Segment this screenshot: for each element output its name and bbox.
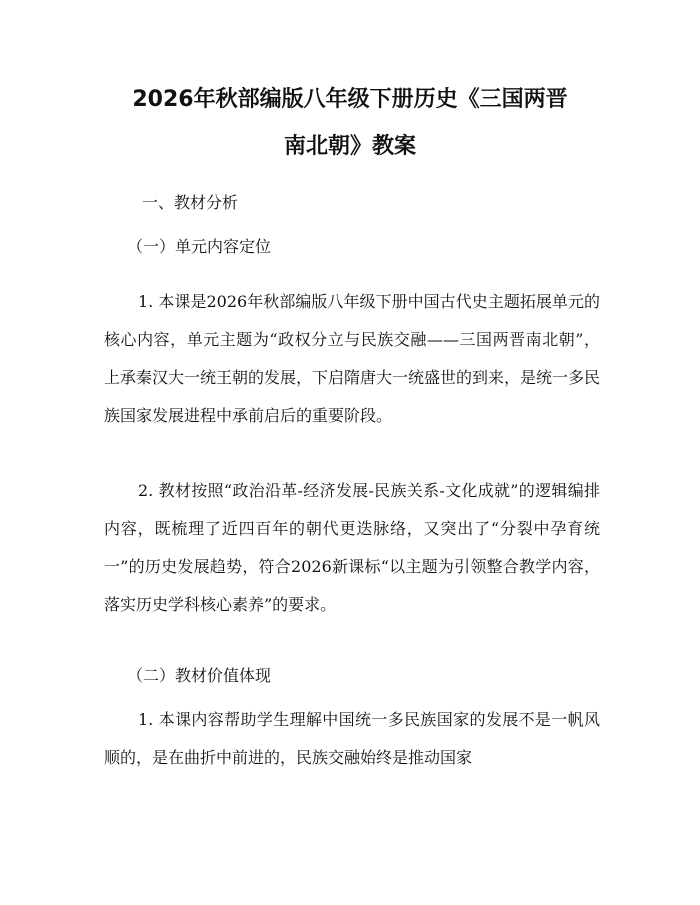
document-title-line-1: 2026年秋部编版八年级下册历史《三国两晋 bbox=[132, 87, 568, 112]
document-title-line-2: 南北朝》教案 bbox=[283, 134, 416, 159]
subsection-heading-textbook-value: （二）教材价值体现 bbox=[127, 666, 272, 685]
paragraph-1: 1. 本课是2026年秋部编版八年级下册中国古代史主题拓展单元的核心内容，单元主题为“政权分立与民族交融——三国两晋南北朝”，上承秦汉大一统王朝的发展，下启隋唐大一统盛世的到来，是统一多民族国家发展进程中承前启后的重要阶段。 bbox=[104, 292, 601, 425]
section-heading-textbook-analysis: 一、教材分析 bbox=[142, 193, 239, 212]
subsection-heading-unit-positioning: （一）单元内容定位 bbox=[127, 237, 272, 256]
paragraph-3: 1. 本课内容帮助学生理解中国统一多民族国家的发展不是一帆风顺的，是在曲折中前进的，民族交融始终是推动国家 bbox=[104, 710, 600, 767]
paragraph-2: 2. 教材按照“政治沿革-经济发展-民族关系-文化成就”的逻辑编排内容，既梳理了近四百年的朝代更迭脉络，又突出了“分裂中孕育统一”的历史发展趋势，符合2026新课标“以主题为引领整合教学内容，落实历史学科核心素养”的要求。 bbox=[104, 481, 600, 614]
